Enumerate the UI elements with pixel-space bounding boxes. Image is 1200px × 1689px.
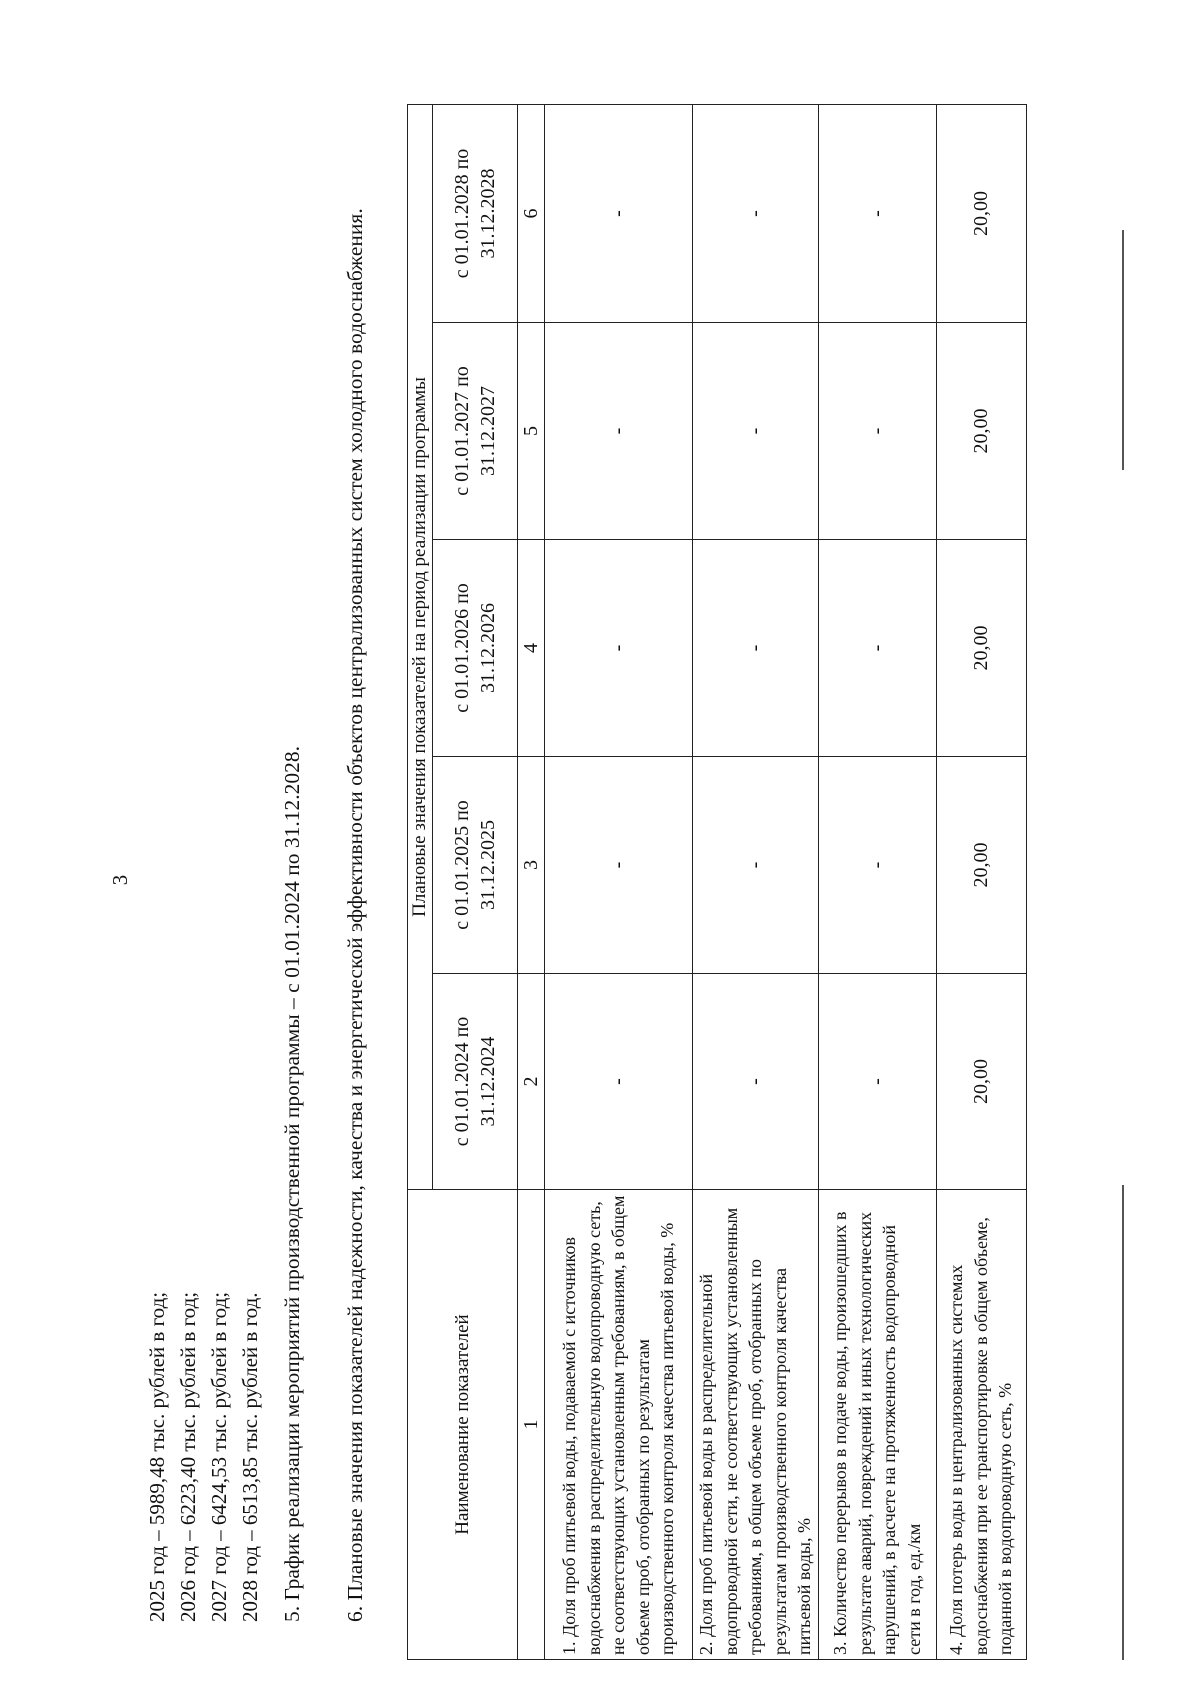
indicator-name: 3. Количество перерывов в подаче воды, произошедших в результате аварий, повреждений и иных технологических нарушений, в расчете на протяженность водопроводной сети в год, ед./км <box>818 1190 936 1660</box>
header-period-2027: с 01.01.2027 по 31.12.2027 <box>433 323 518 540</box>
table-row <box>936 105 1026 1660</box>
indicator-name: 2. Доля проб питьевой воды в распределительной водопроводной сети, не соответствующих установленным требованиям, в общем объеме проб, отобранных по результатам производственного контроля качества питьевой воды, % <box>693 1190 819 1660</box>
indicator-value: - <box>693 757 819 974</box>
indicator-value: - <box>693 323 819 540</box>
column-number-row <box>518 105 545 1660</box>
table-row <box>693 105 819 1660</box>
table-row <box>545 105 693 1660</box>
column-number: 1 <box>518 1190 545 1660</box>
table-header-row <box>408 105 433 1660</box>
indicator-value: 20,00 <box>936 105 1026 323</box>
column-number: 5 <box>518 323 545 540</box>
budget-line-2027: 2027 год – 6424,53 тыс. рублей в год; <box>207 1291 231 1622</box>
indicator-value: - <box>545 974 693 1190</box>
budget-line-2025: 2025 год – 5989,48 тыс. рублей в год; <box>145 1291 169 1622</box>
column-number: 6 <box>518 105 545 323</box>
indicator-value: - <box>818 540 936 757</box>
indicator-value: 20,00 <box>936 540 1026 757</box>
indicator-value: - <box>818 323 936 540</box>
rotated-document-page <box>100 100 1130 1660</box>
header-planned-values: Плановые значения показателей на период реализации программы <box>408 105 433 1190</box>
section-6-heading: 6. Плановые значения показателей надежности, качества и энергетической эффективности объектов централизованных систем холодного водоснабжения. <box>343 208 367 1622</box>
column-number: 4 <box>518 540 545 757</box>
indicator-value: - <box>545 105 693 323</box>
page-number: 3 <box>108 874 132 886</box>
column-number: 2 <box>518 974 545 1190</box>
indicator-value: 20,00 <box>936 323 1026 540</box>
indicator-value: - <box>818 105 936 323</box>
indicator-name: 4. Доля потерь воды в централизованных системах водоснабжения при ее транспортировке в общем объеме, поданной в водопроводную сеть, % <box>936 1190 1026 1660</box>
footer-rule-left <box>1122 1185 1124 1660</box>
indicator-value: - <box>818 974 936 1190</box>
section-5-schedule: 5. График реализации мероприятий производственной программы – с 01.01.2024 по 31.12.2028. <box>280 746 304 1622</box>
indicator-value: - <box>545 323 693 540</box>
indicator-value: - <box>693 974 819 1190</box>
indicator-value: - <box>818 757 936 974</box>
budget-line-2028: 2028 год – 6513,85 тыс. рублей в год. <box>238 1292 262 1622</box>
header-indicator-name: Наименование показателей <box>408 1190 518 1660</box>
header-period-2025: с 01.01.2025 по 31.12.2025 <box>433 757 518 974</box>
indicator-value: 20,00 <box>936 974 1026 1190</box>
indicator-value: - <box>693 540 819 757</box>
indicator-value: - <box>545 757 693 974</box>
footer-rule-right <box>1122 230 1124 470</box>
table-row <box>818 105 936 1660</box>
budget-line-2026: 2026 год – 6223,40 тыс. рублей в год; <box>176 1291 200 1622</box>
indicator-value: 20,00 <box>936 757 1026 974</box>
indicator-value: - <box>693 105 819 323</box>
indicator-value: - <box>545 540 693 757</box>
column-number: 3 <box>518 757 545 974</box>
indicator-name: 1. Доля проб питьевой воды, подаваемой с источников водоснабжения в распределительную водопроводную сеть, не соответствующих установленным требованиям, в общем объеме проб, отобранных по результатам производственного контроля качества питьевой воды, % <box>545 1190 693 1660</box>
budget-lines <box>142 1292 266 1622</box>
indicators-table <box>407 104 1027 1660</box>
header-period-2026: с 01.01.2026 по 31.12.2026 <box>433 540 518 757</box>
header-period-2028: с 01.01.2028 по 31.12.2028 <box>433 105 518 323</box>
header-period-2024: с 01.01.2024 по 31.12.2024 <box>433 974 518 1190</box>
